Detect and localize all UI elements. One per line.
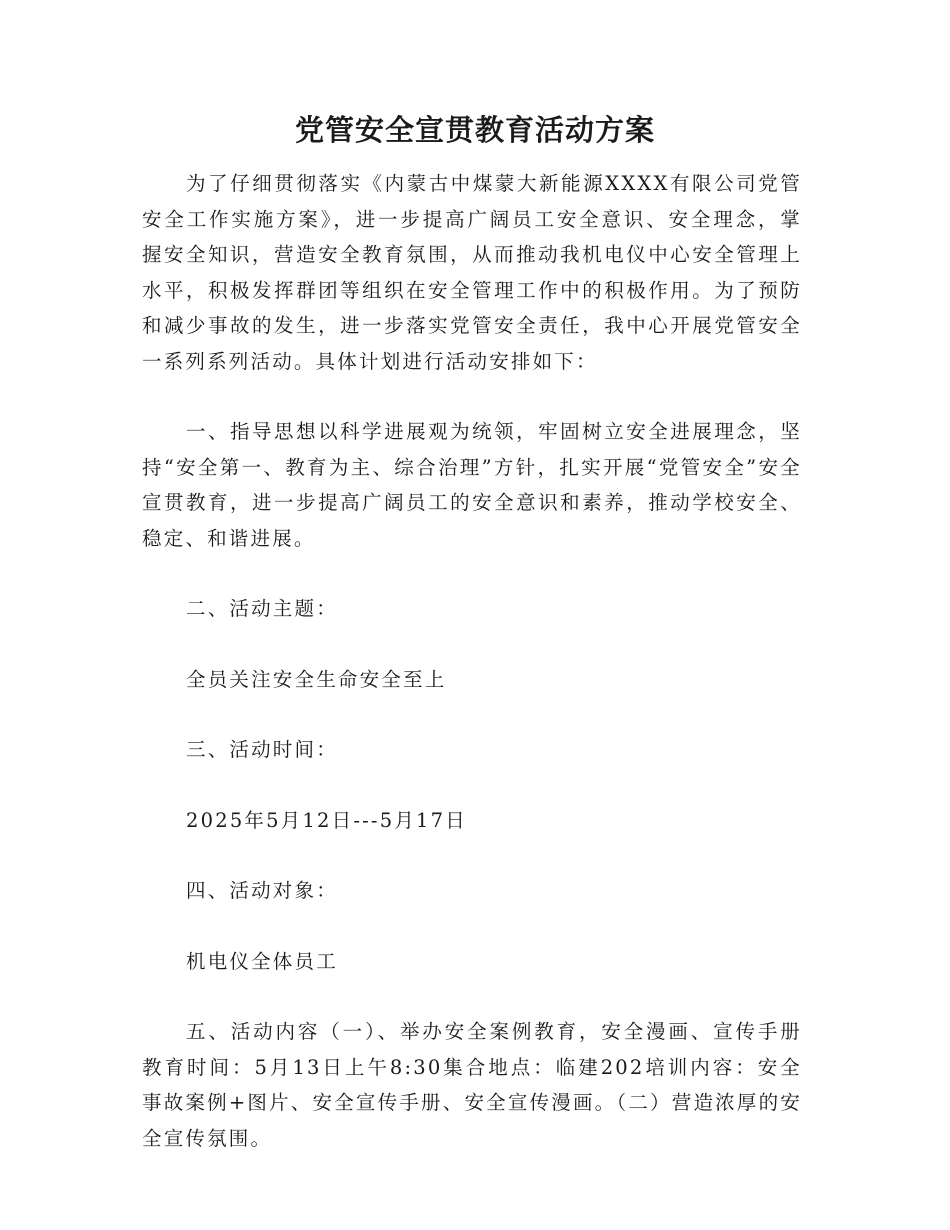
paragraph-time-heading: 三、活动时间： [186,738,338,761]
paragraph-intro: 为了仔细贯彻落实《内蒙古中煤蒙大新能源XXXX有限公司党管安全工作实施方案》，进一步提高广阔员工安全意识、安全理念，掌握安全知识，营造安全教育氛围，从而推动我机电仪中心安全管理上水平，积极发挥群团等组织在安全管理工作中的积极作用。为了预防和减少事故的发生，进一步落实党管安全责任，我中心开展党管安全一系列系列活动。具体计划进行活动安排如下： [142,172,802,373]
paragraph-guiding-ideology: 一、指导思想以科学进展观为统领，牢固树立安全进展理念，坚持“安全第一、教育为主、综合治理”方针，扎实开展“党管安全”安全宣贯教育，进一步提高广阔员工的安全意识和素养，推动学校安全、稳定、和谐进展。 [142,420,802,550]
paragraph-time: 2025年5月12日---5月17日 [186,808,467,832]
paragraph-theme: 全员关注安全生命安全至上 [186,667,447,691]
document-title: 党管安全宣贯教育活动方案 [294,113,655,147]
paragraph-theme-heading: 二、活动主题： [186,597,338,620]
paragraph-content: 五、活动内容（一）、举办安全案例教育，安全漫画、宣传手册教育时间：5月13日上午8:30集合地点：临建202培训内容：安全事故案例+图片、安全宣传手册、安全宣传漫画。（二）营造浓厚的安全宣传氛围。 [142,1020,802,1150]
document-body [142,166,802,1191]
paragraph-audience: 机电仪全体员工 [186,949,338,973]
paragraph-audience-heading: 四、活动对象： [186,879,338,902]
